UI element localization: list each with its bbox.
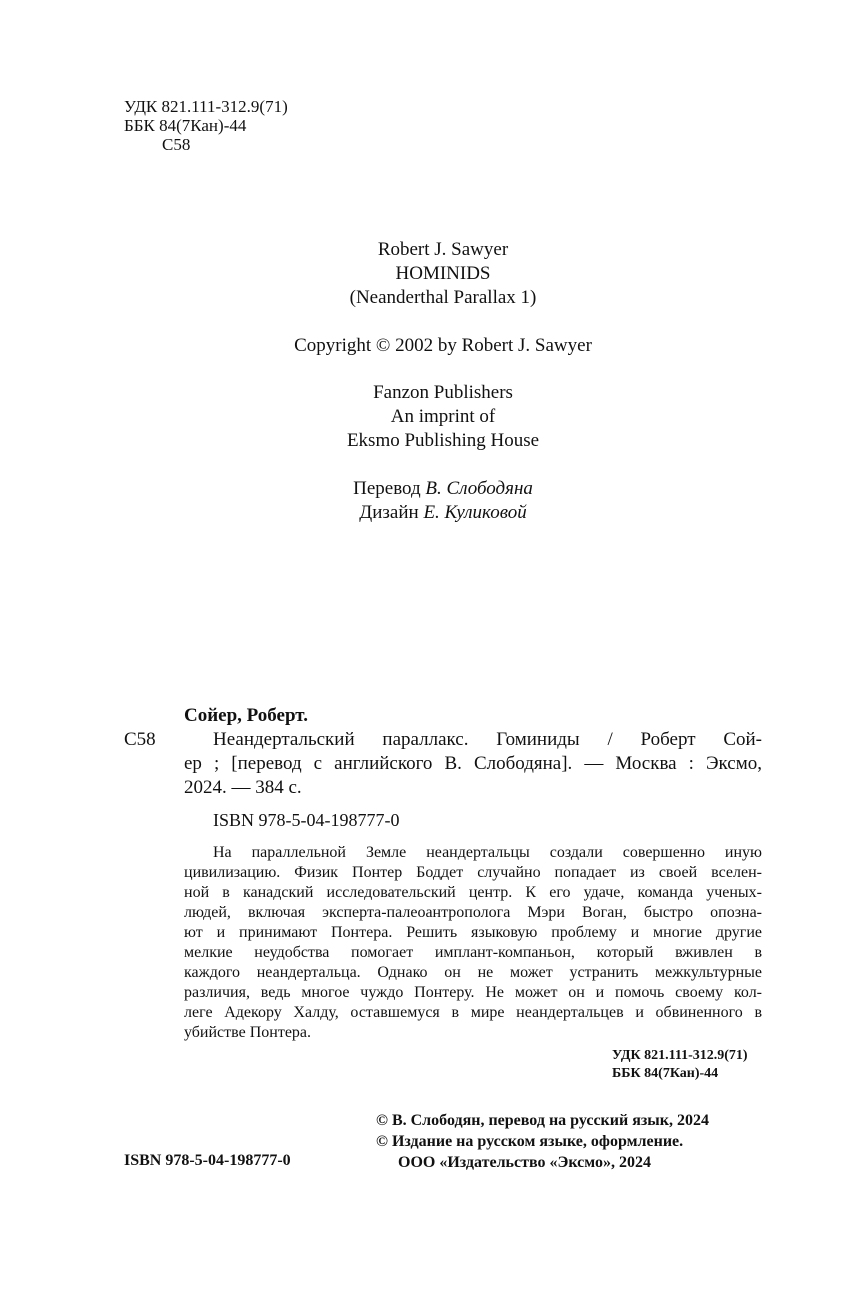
bottom-classification-codes (612, 1047, 748, 1083)
publisher-copyright: ООО «Издательство «Эксмо», 2024 (398, 1154, 651, 1171)
translator-name: В. Слободяна (425, 478, 533, 499)
annotation-line: ют и принимают Понтера. Решить языковую проблему и многие другие (184, 924, 762, 941)
bbk-code: ББК 84(7Кан)-44 (124, 116, 247, 135)
credits (0, 477, 844, 525)
annotation-line: На параллельной Земле неандертальцы создали совершенно иную (213, 844, 762, 861)
annotation-line: людей, включая эксперта-палеоантрополога Мэри Воган, быстро опозна- (184, 904, 762, 921)
original-title: HOMINIDS (395, 263, 491, 284)
annotation-line: ной в канадский исследовательский центр. К его удаче, команда ученых- (184, 884, 762, 901)
original-copyright: Copyright © 2002 by Robert J. Sawyer (294, 335, 592, 356)
copyright-notice (0, 334, 844, 358)
design-credit (0, 501, 844, 525)
publisher-info (0, 381, 844, 453)
biblio-line-1: Неандертальский параллакс. Гоминиды / Роберт Сой- (213, 729, 762, 750)
author-mark: С58 (162, 135, 191, 154)
translation-credit (0, 477, 844, 501)
catalog-author-heading: Сойер, Роберт. (184, 705, 308, 726)
bibliographic-description (184, 728, 762, 800)
publisher-line-3: Eksmo Publishing House (346, 430, 540, 451)
original-author: Robert J. Sawyer (377, 239, 509, 260)
classification-codes (124, 97, 288, 154)
bottom-bbk-code: ББК 84(7Кан)-44 (612, 1066, 719, 1081)
original-series: (Neanderthal Parallax 1) (349, 287, 537, 308)
translation-copyright: © В. Слободян, перевод на русский язык, 2024 (376, 1112, 710, 1129)
annotation-line: различия, ведь многое чуждо Понтеру. Не может он и помочь своему кол- (184, 984, 762, 1001)
design-label: Дизайн (359, 502, 419, 523)
designer-name: Е. Куликовой (423, 502, 527, 523)
bottom-isbn: ISBN 978-5-04-198777-0 (124, 1152, 291, 1169)
udk-code: УДК 821.111-312.9(71) (124, 97, 288, 116)
annotation-line: цивилизацию. Физик Понтер Боддет случайно попадает из своей вселен- (184, 864, 762, 881)
original-edition-info (0, 238, 844, 310)
translation-label: Перевод (353, 478, 421, 499)
annotation-line: каждого неандертальца. Однако он не может устранить межкультурные (184, 964, 762, 981)
catalog-author-mark: С58 (124, 729, 156, 750)
copyright-block (376, 1110, 709, 1173)
edition-copyright: © Издание на русском языке, оформление. (376, 1133, 684, 1150)
bottom-udk-code: УДК 821.111-312.9(71) (612, 1048, 748, 1063)
annotation-line: мелкие неудобства помогает имплант-компаньон, который вживлен в (184, 944, 762, 961)
annotation-line: убийстве Понтера. (184, 1024, 312, 1041)
biblio-line-3: 2024. — 384 с. (184, 777, 302, 798)
annotation-line: леге Адекору Халду, оставшемуся в мире неандертальцев и обвиненного в (184, 1004, 762, 1021)
catalog-isbn: ISBN 978-5-04-198777-0 (213, 810, 400, 830)
publisher-line-1: Fanzon Publishers (373, 382, 513, 403)
annotation (184, 843, 762, 1043)
publisher-line-2: An imprint of (390, 406, 496, 427)
biblio-line-2: ер ; [перевод с английского В. Слободяна]. — Москва : Эксмо, (184, 753, 762, 774)
